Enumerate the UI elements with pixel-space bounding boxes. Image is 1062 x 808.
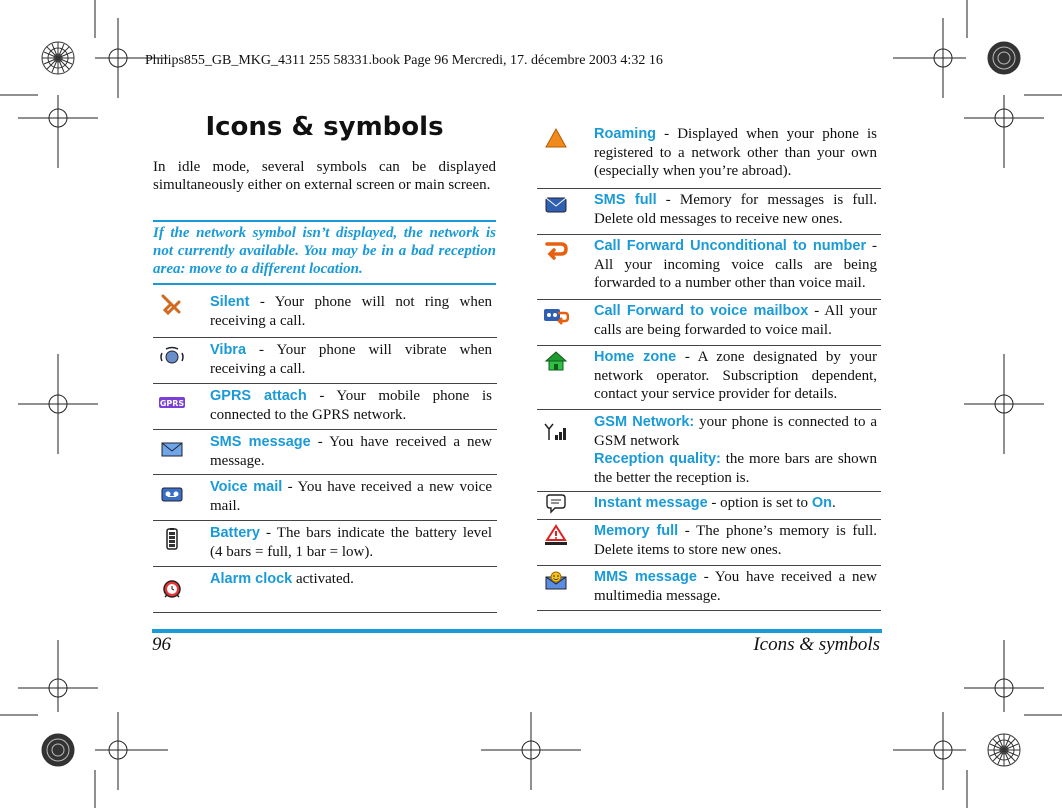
on-value: On: [811, 495, 832, 511]
list-item-text: [594, 348, 877, 404]
description: - Your mobile phone is connected to the GPRS network.: [210, 388, 492, 423]
list-item-text: [594, 191, 877, 228]
list-item: [153, 285, 497, 338]
term-label: Call Forward to voice mailbox: [594, 303, 809, 319]
list-item: [153, 475, 497, 521]
list-item: [537, 189, 881, 235]
page-number: 96: [152, 634, 171, 655]
term-label: GSM Network:: [594, 414, 695, 430]
list-item-text: [210, 341, 492, 378]
term-label: Home zone: [594, 349, 677, 365]
term-label: Alarm clock: [210, 571, 293, 587]
list-item-text: [594, 125, 877, 181]
description-end: .: [831, 495, 836, 511]
note-top-rule: [153, 220, 496, 222]
term-label-secondary: Reception quality:: [594, 451, 721, 467]
term-label: MMS message: [594, 569, 697, 585]
footer-section-title: Icons & symbols: [753, 634, 880, 655]
term-label: Call Forward Unconditional to number: [594, 238, 867, 254]
network-note: If the network symbol isn’t displayed, the network is not currently available. You may be in a bad reception area: move to a different location.: [153, 225, 496, 277]
description: - Memory for messages is full. Delete old messages to receive new ones.: [594, 192, 877, 227]
term-label: Memory full: [594, 523, 679, 539]
term-label: Silent: [210, 294, 250, 310]
description: - Displayed when your phone is registered to a network other than your own (especially when you’re abroad).: [594, 126, 877, 179]
list-item-text: [594, 237, 877, 293]
list-item: [153, 338, 497, 384]
list-item: [537, 235, 881, 300]
list-item: [537, 346, 881, 410]
list-item-text: [210, 570, 492, 589]
list-item-text: [210, 478, 492, 515]
instant-message-icon: [543, 493, 569, 515]
list-item: [153, 521, 497, 567]
silent-icon: [159, 293, 185, 315]
description: - You have received a new message.: [210, 434, 492, 469]
call-forward-voicemail-icon: [543, 305, 569, 327]
description: your phone is connected to a GSM network: [594, 414, 878, 449]
memory-full-icon: [543, 524, 569, 546]
description: - All your calls are being forwarded to voice mail.: [594, 303, 877, 338]
description: - Your phone will vibrate when receiving a call.: [210, 342, 492, 377]
description: - You have received a new voice mail.: [210, 479, 492, 514]
description: - option is set to: [707, 495, 812, 511]
sms-full-icon: [543, 194, 569, 216]
list-item: [537, 410, 881, 492]
term-label: Battery: [210, 525, 260, 541]
intro-paragraph: In idle mode, several symbols can be displayed simultaneously either on external screen or main screen.: [153, 159, 496, 193]
list-item: [153, 567, 497, 613]
description: - You have received a new multimedia message.: [594, 569, 877, 604]
list-item: [153, 430, 497, 475]
gprs-icon: [159, 392, 185, 414]
description: - All your incoming voice calls are being forwarded to a number other than voice mail.: [594, 238, 878, 291]
description-secondary: the more bars are shown the better the reception is.: [594, 451, 877, 486]
book-file-info: Philips855_GB_MKG_4311 255 58331.book Page 96 Mercredi, 17. décembre 2003 4:32 16: [145, 53, 663, 68]
roaming-icon: [543, 127, 569, 149]
list-item-text: [594, 302, 877, 339]
list-item-text: [210, 387, 492, 424]
list-item: [537, 492, 881, 520]
list-item: [537, 300, 881, 346]
description: - Your phone will not ring when receiving a call.: [210, 294, 492, 329]
list-item-text: [210, 524, 492, 561]
term-label: SMS full: [594, 192, 657, 208]
description: activated.: [292, 571, 354, 587]
list-item: [537, 520, 881, 566]
term-label: Roaming: [594, 126, 657, 142]
description: - The bars indicate the battery level (4 bars = full, 1 bar = low).: [210, 525, 492, 560]
list-item-text: [594, 413, 877, 487]
page-title: Icons & symbols: [205, 112, 444, 142]
call-forward-number-icon: [543, 238, 569, 260]
sms-message-icon: [159, 438, 185, 460]
mms-message-icon: [543, 570, 569, 592]
voice-mail-icon: [159, 483, 185, 505]
list-item-text: [210, 433, 492, 470]
battery-icon: [159, 526, 185, 552]
vibra-icon: [159, 346, 185, 368]
list-item-text: [594, 522, 877, 559]
footer-rule: [152, 629, 882, 633]
list-item-text: [594, 494, 877, 513]
list-item: [537, 566, 881, 611]
description: - The phone’s memory is full. Delete items to store new ones.: [594, 523, 878, 558]
gsm-network-icon: [543, 420, 569, 442]
term-label: GPRS attach: [210, 388, 307, 404]
svg-text:GPRS: GPRS: [159, 399, 185, 408]
list-item: [537, 120, 881, 189]
list-item: [153, 384, 497, 430]
term-label: SMS message: [210, 434, 311, 450]
term-label: Vibra: [210, 342, 247, 358]
term-label: Instant message: [594, 495, 708, 511]
description: - A zone designated by your network operator. Subscription dependent, contact your service provider for details.: [594, 349, 877, 402]
term-label: Voice mail: [210, 479, 283, 495]
list-item-text: [594, 568, 877, 605]
list-item-text: [210, 293, 492, 330]
alarm-clock-icon: [159, 577, 185, 599]
home-zone-icon: [543, 350, 569, 372]
